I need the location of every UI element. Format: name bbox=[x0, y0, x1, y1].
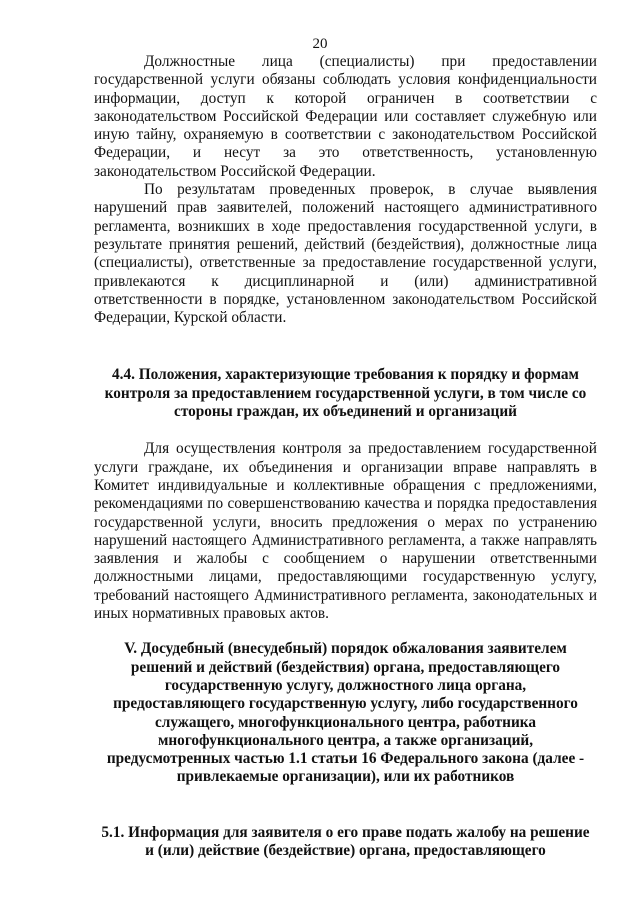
section-heading-5-1: 5.1. Информация для заявителя о его праве подать жалобу на решение и (или) действие (бездействие) органа, предоставляющего bbox=[101, 823, 590, 859]
section-heading-4-4: 4.4. Положения, характеризующие требования к порядку и формам контроля за предоставлением государственной услуги, в том числе со стороны граждан, их объединений и организаций bbox=[104, 366, 587, 421]
section-heading-v: V. Досудебный (внесудебный) порядок обжалования заявителем решений и действий (бездействия) органа, предоставляющего государственную услугу, должностного лица органа, предоставляющего государственную услугу, либо государственного служащего, многофункционального центра, работника многофункционального центра, а также организаций, предусмотренных частью 1.1 статьи 16 Федерального закона (далее - привлекаемые организации), или их работников bbox=[106, 640, 585, 786]
document-body bbox=[94, 53, 597, 860]
paragraph-liability: По результатам проведенных проверок, в случае выявления нарушений прав заявителей, положений настоящего административного регламента, возникших в ходе предоставления государственной услуги, в результате принятия решений, действий (бездействия), должностные лица (специалисты), ответственные за предоставление государственной услуги, привлекаются к дисциплинарной и (или) административной ответственности в порядке, установленном законодательством Российской Федерации, Курской области. bbox=[94, 181, 597, 327]
paragraph-citizen-control: Для осуществления контроля за предоставлением государственной услуги граждане, их объединения и организации вправе направлять в Комитет индивидуальные и коллективные обращения с предложениями, рекомендациями по совершенствованию качества и порядка предоставления государственной услуги, вносить предложения о мерах по устранению нарушений настоящего Административного регламента, а также направлять заявления и жалобы с сообщением о нарушении ответственными должностными лицами, предоставляющими государственную услугу, требований настоящего Административного регламента, законодательных и иных нормативных правовых актов. bbox=[94, 440, 597, 623]
paragraph-confidentiality: Должностные лица (специалисты) при предоставлении государственной услуги обязаны соблюдать условия конфиденциальности информации, доступ к которой ограничен в соответствии с законодательством Российской Федерации или составляет служебную или иную тайну, охраняемую в соответствии с законодательством Российской Федерации, и несут за это ответственность, установленную законодательством Российской Федерации. bbox=[94, 53, 597, 180]
page-number: 20 bbox=[312, 36, 328, 52]
